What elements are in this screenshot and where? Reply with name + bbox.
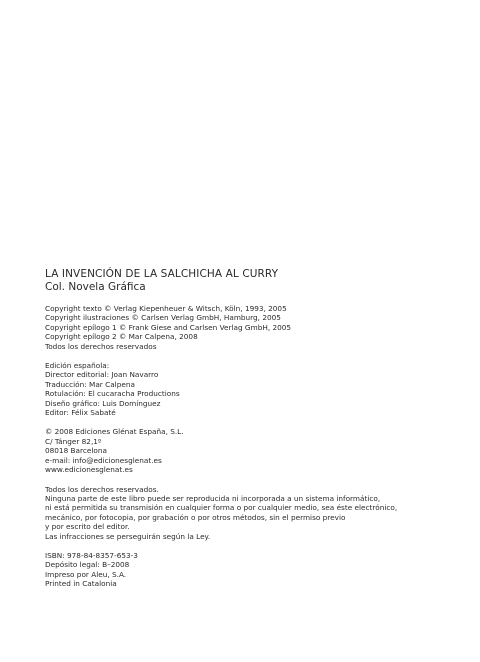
isbn-line: ISBN: 978-84-8357-653-3	[45, 550, 138, 560]
publisher-line: C/ Tánger 82,1º	[45, 436, 102, 446]
edition-line: Diseño gráfico: Luis Domínguez	[45, 398, 161, 408]
copyright-line: Todos los derechos reservados	[45, 341, 157, 351]
rights-block	[45, 485, 465, 541]
edition-line: Rotulación: El cucaracha Productions	[45, 389, 180, 399]
publisher-block	[45, 427, 465, 474]
legal-deposit-line: Depósito legal: B–2008	[45, 560, 130, 570]
colophon	[45, 268, 465, 599]
rights-line: Las infracciones se perseguirán según la Ley.	[45, 531, 211, 541]
copyright-line: Copyright epílogo 1 © Frank Giese and Carlsen Verlag GmbH, 2005	[45, 322, 292, 332]
publisher-website: www.edicionesglenat.es	[45, 465, 133, 475]
rights-line: Todos los derechos reservados.	[45, 484, 159, 494]
edition-line: Traducción: Mar Calpena	[45, 379, 135, 389]
edition-line: Edición española:	[45, 361, 110, 371]
publisher-line: © 2008 Ediciones Glénat España, S.L.	[45, 427, 184, 437]
printed-in-line: Printed in Catalonia	[45, 579, 117, 589]
isbn-block	[45, 551, 465, 589]
rights-line: mecánico, por fotocopia, por grabación o por otros métodos, sin el permiso previo	[45, 512, 346, 522]
rights-line: Ninguna parte de este libro puede ser reproducida ni incorporada a un sistema informático,	[45, 493, 381, 503]
collection-name: Col. Novela Gráfica	[45, 281, 146, 293]
edition-line: Director editorial: Joan Navarro	[45, 370, 159, 380]
copyright-line: Copyright texto © Verlag Kiepenheuer & Witsch, Köln, 1993, 2005	[45, 304, 287, 313]
rights-line: y por escrito del editor.	[45, 522, 130, 532]
copyright-line: Copyright ilustraciones © Carlsen Verlag GmbH, Hamburg, 2005	[45, 313, 281, 323]
book-title: LA INVENCIÓN DE LA SALCHICHA AL CURRY	[45, 268, 279, 280]
printer-line: Impreso por Aleu, S.A.	[45, 569, 127, 579]
copyright-block	[45, 304, 465, 351]
rights-line: ni está permitida su transmisión en cualquier forma o por cualquier medio, sea éste electrónico,	[45, 503, 398, 513]
edition-line: Editor: Félix Sabaté	[45, 408, 116, 418]
copyright-line: Copyright epílogo 2 © Mar Calpena, 2008	[45, 332, 198, 342]
edition-credits-block	[45, 361, 465, 417]
publisher-line: 08018 Barcelona	[45, 446, 107, 456]
publisher-email: e-mail: info@edicionesglenat.es	[45, 455, 162, 465]
